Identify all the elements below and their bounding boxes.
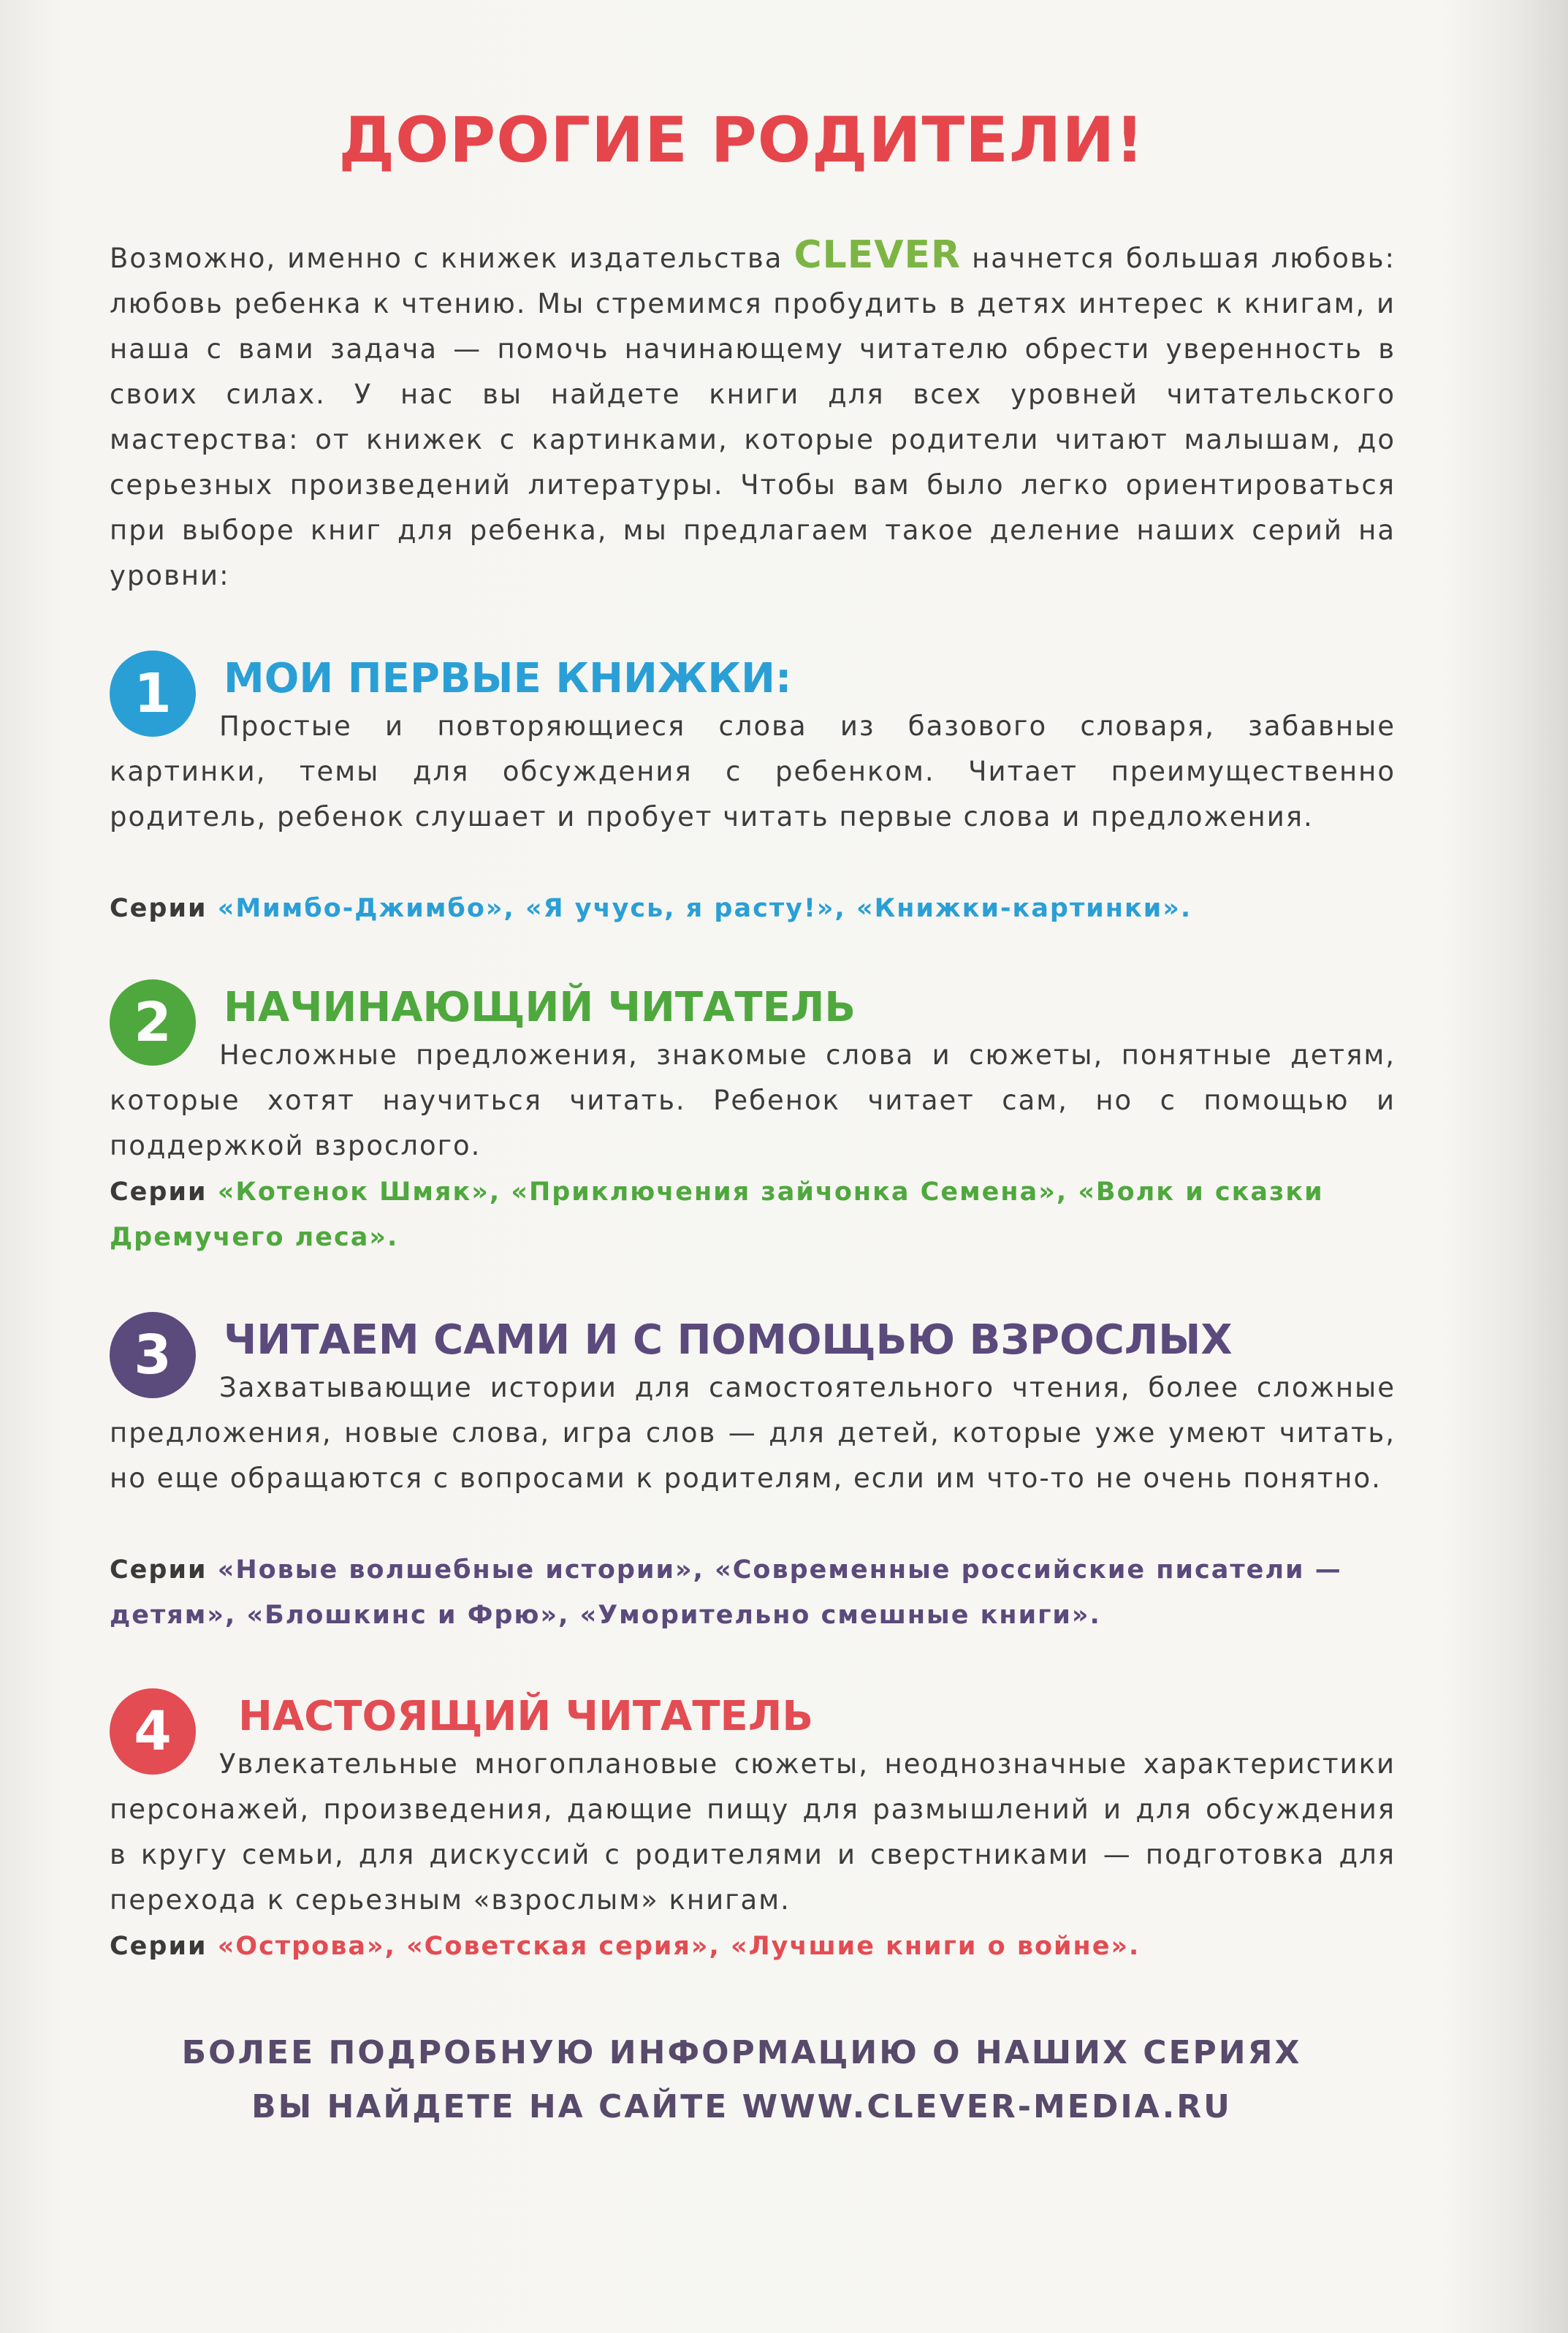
level-2-badge: 2	[110, 979, 196, 1066]
intro-text-after: начнется большая любовь: любовь ребенка к чтению. Мы стремимся пробудить в детях интерес к книгам, и наша с вами задача — помочь начинающему читателю обрести уверенность в своих силах. У нас вы найдете книги для всех уровней читательского мастерства: от книжек с картинками, которые родители читают малышам, до серьезных произведений литературы. Чтобы вам было легко ориентироваться при выборе книг для ребенка, мы предлагаем такое деление наших серий на уровни:	[110, 243, 1396, 591]
level-4-badge: 4	[110, 1688, 196, 1775]
level-1-badge: 1	[110, 650, 196, 737]
level-3-series-list: «Новые волшебные истории», «Современные российские писатели — детям», «Блошкинс и Фрю», «Уморительно смешные книги».	[110, 1555, 1342, 1630]
level-1-title: МОИ ПЕРВЫЕ КНИЖКИ:	[224, 655, 792, 702]
level-3-title: ЧИТАЕМ САМИ И С ПОМОЩЬЮ ВЗРОСЛЫХ	[224, 1316, 1233, 1364]
footer-line-1: БОЛЕЕ ПОДРОБНУЮ ИНФОРМАЦИЮ О НАШИХ СЕРИЯХ	[181, 2034, 1302, 2071]
footer-line-2: ВЫ НАЙДЕТЕ НА САЙТЕ WWW.CLEVER-MEDIA.RU	[251, 2088, 1232, 2125]
level-1-series	[110, 886, 1396, 931]
level-2-text	[110, 1033, 1396, 1169]
level-2-series-label: Серии	[110, 1177, 208, 1207]
level-3-badge: 3	[110, 1312, 196, 1398]
level-3-series-label: Серии	[110, 1555, 208, 1585]
level-4-series-label: Серии	[110, 1932, 208, 1961]
level-3-text-content: Захватывающие истории для самостоятельного чтения, более сложные предложения, новые слова, игра слов — для детей, которые уже умеют читать, но еще обращаются с вопросами к родителям, если им что-то не очень понятно.	[110, 1372, 1396, 1494]
level-3-text	[110, 1365, 1396, 1501]
footer-note	[0, 2026, 1483, 2134]
level-4-series-list: «Острова», «Советская серия», «Лучшие книги о войне».	[207, 1932, 1141, 1961]
level-4-text	[110, 1742, 1396, 1923]
page-title: ДОРОГИЕ РОДИТЕЛИ!	[338, 104, 1145, 177]
level-1-series-list: «Мимбо-Джимбо», «Я учусь, я расту!», «Книжки-картинки».	[207, 894, 1192, 923]
intro-paragraph	[110, 232, 1396, 599]
level-2-series	[110, 1169, 1396, 1260]
level-1-text-content: Простые и повторяющиеся слова из базового словаря, забавные картинки, темы для обсуждения с ребенком. Читает преимущественно родитель, ребенок слушает и пробует читать первые слова и предложения.	[110, 710, 1396, 832]
level-3-series	[110, 1547, 1396, 1638]
level-4-title: НАСТОЯЩИЙ ЧИТАТЕЛЬ	[238, 1693, 814, 1740]
level-2-text-content: Несложные предложения, знакомые слова и сюжеты, понятные детям, которые хотят научиться читать. Ребенок читает сам, но с помощью и поддержкой взрослого.	[110, 1039, 1396, 1161]
brand-name: CLEVER	[793, 233, 962, 277]
level-4-text-content: Увлекательные многоплановые сюжеты, неоднозначные характеристики персонажей, произведения, дающие пищу для размышлений и для обсуждения в кругу семьи, для дискуссий с родителями и сверстниками — подготовка для перехода к серьезным «взрослым» книгам.	[110, 1748, 1396, 1916]
intro-text-before: Возможно, именно с книжек издательства	[110, 243, 794, 274]
level-4-series	[110, 1924, 1396, 1969]
level-1-series-label: Серии	[110, 894, 208, 923]
level-2-series-list: «Котенок Шмяк», «Приключения зайчонка Семена», «Волк и сказки Дремучего леса».	[110, 1177, 1324, 1252]
level-1-text	[110, 704, 1396, 840]
level-2-title: НАЧИНАЮЩИЙ ЧИТАТЕЛЬ	[224, 984, 856, 1031]
